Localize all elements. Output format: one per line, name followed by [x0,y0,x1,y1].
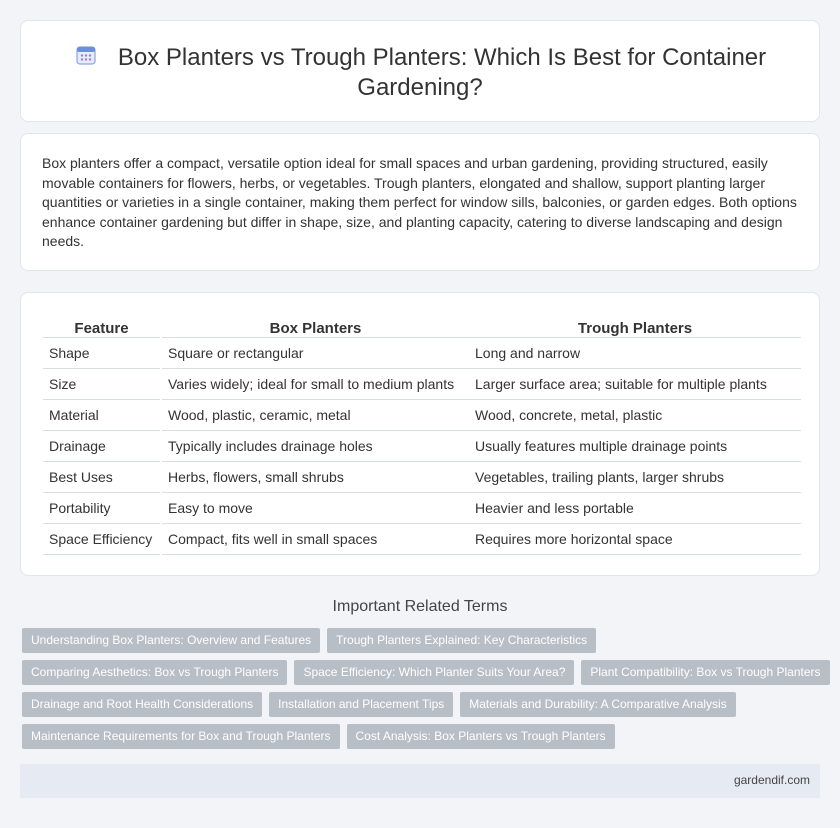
feature-cell: Space Efficiency [43,523,161,554]
related-term-tag[interactable]: Understanding Box Planters: Overview and Features [22,628,320,653]
trough-planters-cell: Long and narrow [469,337,801,368]
related-term-tag[interactable]: Maintenance Requirements for Box and Trough Planters [22,724,340,749]
related-term-tag[interactable]: Space Efficiency: Which Planter Suits Your Area? [294,660,574,685]
tag-row [22,660,822,692]
page-title-block [21,43,819,103]
footer-bar [20,764,820,798]
table-row [43,461,801,492]
table-row [43,430,801,461]
related-term-tag[interactable]: Trough Planters Explained: Key Characteristics [327,628,596,653]
related-term-tag[interactable]: Materials and Durability: A Comparative Analysis [460,692,735,717]
trough-planters-cell: Usually features multiple drainage points [469,430,801,461]
box-planters-cell: Square or rectangular [161,337,469,368]
column-header-box-planters: Box Planters [161,315,469,337]
trough-planters-cell: Vegetables, trailing plants, larger shrubs [469,461,801,492]
table-row [43,368,801,399]
tag-row [22,628,822,660]
table-row [43,399,801,430]
site-name[interactable]: gardendif.com [733,773,810,787]
table-header-row [43,315,801,337]
related-terms-list [22,628,822,756]
summary-text: Box planters offer a compact, versatile option ideal for small spaces and urban gardening, providing structured, easily movable containers for flowers, herbs, or vegetables. Trough planters, elongated and shallow, support planting larger quantities or varieties in a single container, making them perfect for window sills, balconies, or garden edges. Both options enhance container gardening but differ in shape, size, and planting capacity, catering to diverse landscaping and design needs. [42,155,797,250]
feature-cell: Material [43,399,161,430]
related-term-tag[interactable]: Drainage and Root Health Considerations [22,692,262,717]
trough-planters-cell: Wood, concrete, metal, plastic [469,399,801,430]
calendar-icon [74,43,98,67]
comparison-table [43,315,801,555]
table-row [43,492,801,523]
box-planters-cell: Herbs, flowers, small shrubs [161,461,469,492]
table-row [43,337,801,368]
related-term-tag[interactable]: Cost Analysis: Box Planters vs Trough Planters [347,724,615,749]
tag-row [22,724,822,756]
trough-planters-cell: Heavier and less portable [469,492,801,523]
feature-cell: Size [43,368,161,399]
trough-planters-cell: Larger surface area; suitable for multiple plants [469,368,801,399]
trough-planters-cell: Requires more horizontal space [469,523,801,554]
box-planters-cell: Compact, fits well in small spaces [161,523,469,554]
feature-cell: Drainage [43,430,161,461]
box-planters-cell: Typically includes drainage holes [161,430,469,461]
column-header-feature: Feature [43,315,161,337]
summary-card [20,133,820,271]
feature-cell: Portability [43,492,161,523]
related-term-tag[interactable]: Plant Compatibility: Box vs Trough Planters [581,660,829,685]
related-term-tag[interactable]: Comparing Aesthetics: Box vs Trough Planters [22,660,287,685]
header-card [20,20,820,122]
page-title: Box Planters vs Trough Planters: Which Is Best for Container Gardening? [117,44,767,101]
box-planters-cell: Wood, plastic, ceramic, metal [161,399,469,430]
feature-cell: Best Uses [43,461,161,492]
column-header-trough-planters: Trough Planters [469,315,801,337]
related-term-tag[interactable]: Installation and Placement Tips [269,692,453,717]
tag-row [22,692,822,724]
comparison-card [20,292,820,576]
feature-cell: Shape [43,337,161,368]
box-planters-cell: Varies widely; ideal for small to medium plants [161,368,469,399]
table-row [43,523,801,554]
related-terms-heading: Important Related Terms [332,598,508,615]
box-planters-cell: Easy to move [161,492,469,523]
